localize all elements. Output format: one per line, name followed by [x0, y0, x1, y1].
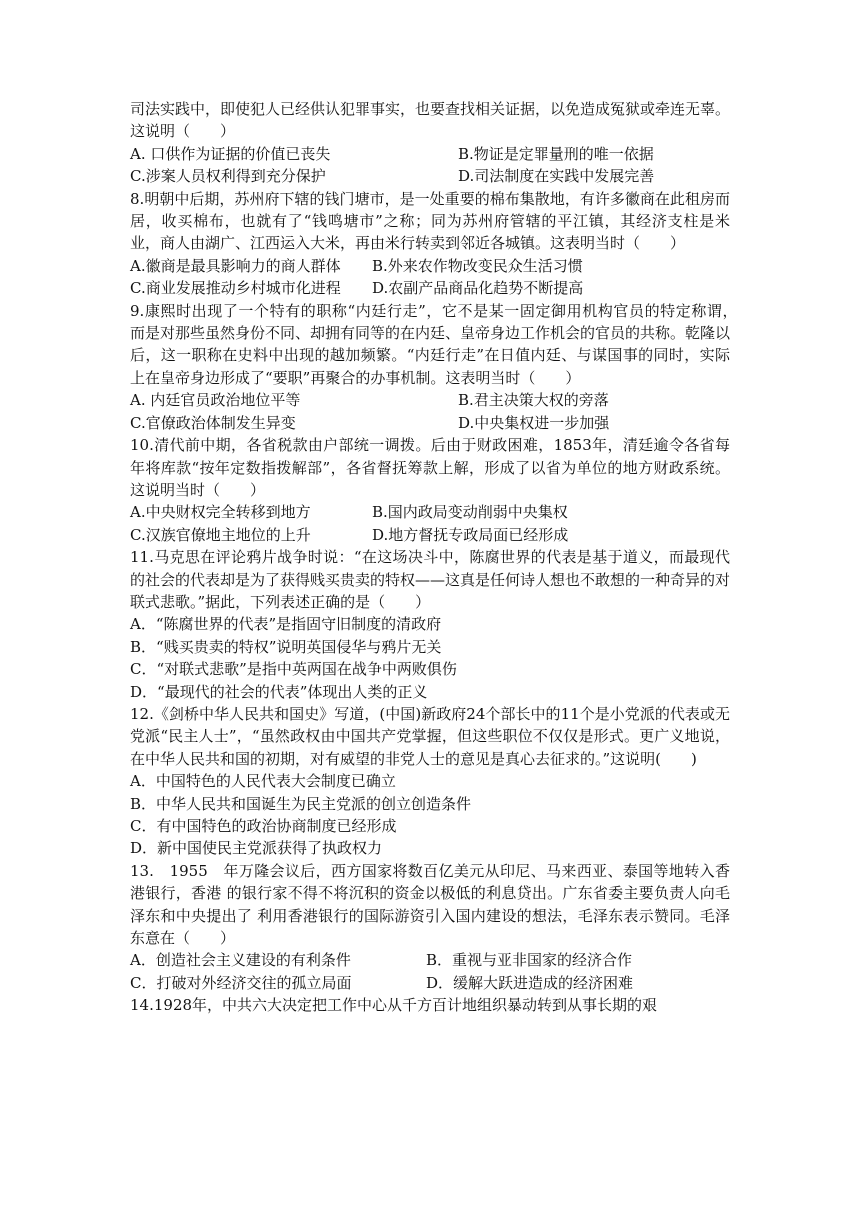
- answer-options-row: [130, 972, 730, 994]
- answer-option: A. 内廷官员政治地位平等: [130, 391, 301, 410]
- answer-option: A.徽商是最具影响力的商人群体: [130, 256, 341, 275]
- answer-option: A.中央财权完全转移到地方: [130, 503, 311, 522]
- answer-options-row: [130, 277, 730, 299]
- text-paragraph: 10.清代前中期，各省税款由户部统一调拨。后由于财政困难，1853年，清廷逾令各省每年将库款“按年定数指拨解部”，各省督抚筹款上解，形成了以省为单位的地方财政系统。这说明当时（ ）: [130, 436, 730, 499]
- text-paragraph: C．“对联式悲歌”是指中英两国在战争中两败俱伤: [130, 660, 457, 679]
- text-paragraph: A．中国特色的人民代表大会制度已确立: [130, 772, 396, 791]
- answer-option: C.汉族官僚地主地位的上升: [130, 525, 311, 544]
- answer-options-row: [130, 524, 730, 546]
- answer-option: C.商业发展推动乡村城市化进程: [130, 279, 341, 298]
- text-paragraph: C．有中国特色的政治协商制度已经形成: [130, 817, 397, 835]
- text-paragraph: 司法实践中，即使犯人已经供认犯罪事实，也要查找相关证据，以免造成冤狱或牵连无辜。这说明（ ）: [130, 100, 731, 141]
- answer-option: C.涉案人员权利得到充分保护: [130, 167, 326, 186]
- answer-options-row: [130, 143, 730, 165]
- text-paragraph: A．“陈腐世界的代表”是指固守旧制度的清政府: [130, 615, 442, 634]
- answer-option: D.农副产品商品化趋势不断提高: [372, 279, 584, 298]
- text-paragraph: 11.马克思在评论鸦片战争时说：“在这场决斗中，陈腐世界的代表是基于道义，而最现代的社会的代表却是为了获得贱买贵卖的特权——这真是任何诗人想也不敢想的一种奇异的对联式悲歌。”据此，下列表述正确的是（ ）: [130, 548, 731, 611]
- answer-option: B．重视与亚非国家的经济合作: [426, 951, 633, 970]
- answer-options-row: [130, 949, 730, 971]
- text-paragraph: 9.康熙时出现了一个特有的职称“内廷行走”，它不是某一固定御用机构官员的特定称谓， 而是对那些虽然身份不同、却拥有同等的在内廷、皇帝身边工作机会的官员的共称。乾隆以后，这一职称在史料中出现的越加频繁。“内廷行走”在日值内廷、与谋国事的同时，实际 上在皇帝身边形成了“要职”再聚合的办事机制。这表明当时（ ）: [130, 301, 746, 387]
- text-paragraph: 13. 1955 年万隆会议后，西方国家将数百亿美元从印尼、马来西亚、泰国等地转入香港银行，香港 的银行家不得不将沉积的资金以极低的利息贷出。广东省委主要负责人向毛泽东和中央提出了 利用香港银行的国际游资引入国内建设的想法，毛泽东表示赞同。毛泽东意在（ ）: [130, 861, 730, 948]
- answer-options-row: [130, 412, 730, 434]
- text-paragraph: B．中华人民共和国诞生为民主党派的创立创造条件: [130, 794, 472, 813]
- document-page: [130, 98, 746, 1017]
- answer-option: A. 口供作为证据的价值已丧失: [130, 144, 331, 163]
- answer-options-row: [130, 165, 730, 187]
- answer-option: C.官僚政治体制发生异变: [130, 413, 296, 432]
- answer-option: B.君主决策大权的旁落: [458, 391, 609, 410]
- answer-option: D.中央集权进一步加强: [458, 413, 610, 432]
- text-paragraph: 12.《剑桥中华人民共和国史》写道，(中国)新政府24个部长中的11个是小党派的代表或无党派“民主人士”，“虽然政权由中国共产党掌握，但这些职位不仅仅是形式。更广义地说，在中华人民共和国的初期，对有威望的非党人士的意见是真心去征求的。”这说明( ): [130, 704, 730, 768]
- text-paragraph: D．“最现代的社会的代表”体现出人类的正义: [130, 682, 428, 701]
- answer-option: C．打破对外经济交往的孤立局面: [130, 973, 352, 992]
- answer-option: B.物证是定罪量刑的唯一依据: [458, 144, 654, 163]
- answer-option: B.国内政局变动削弱中央集权: [372, 503, 568, 522]
- text-paragraph: 8.明朝中后期，苏州府下辖的钱门塘市，是一处重要的棉布集散地，有许多徽商在此租房而居，收买棉布，也就有了“钱鸣塘市”之称；同为苏州府管辖的平江镇，其经济支柱是米业，商人由湖广、江西运入大米，再由米行转卖到邻近各城镇。这表明当时（ ）: [130, 189, 730, 253]
- answer-options-row: [130, 255, 730, 277]
- answer-options-row: [130, 389, 730, 411]
- answer-option: D．缓解大跃进造成的经济困难: [426, 973, 634, 992]
- answer-option: D.地方督抚专政局面已经形成: [372, 525, 569, 544]
- answer-option: A．创造社会主义建设的有利条件: [130, 951, 351, 970]
- answer-options-row: [130, 501, 730, 523]
- answer-option: D.司法制度在实践中发展完善: [458, 167, 655, 186]
- text-paragraph: 14.1928年，中共六大决定把工作中心从千方百计地组织暴动转到从事长期的艰: [130, 996, 658, 1015]
- text-paragraph: B．“贱买贵卖的特权”说明英国侵华与鸦片无关: [130, 637, 442, 656]
- text-paragraph: D．新中国使民主党派获得了执政权力: [130, 839, 383, 858]
- answer-option: B.外来农作物改变民众生活习惯: [372, 256, 583, 275]
